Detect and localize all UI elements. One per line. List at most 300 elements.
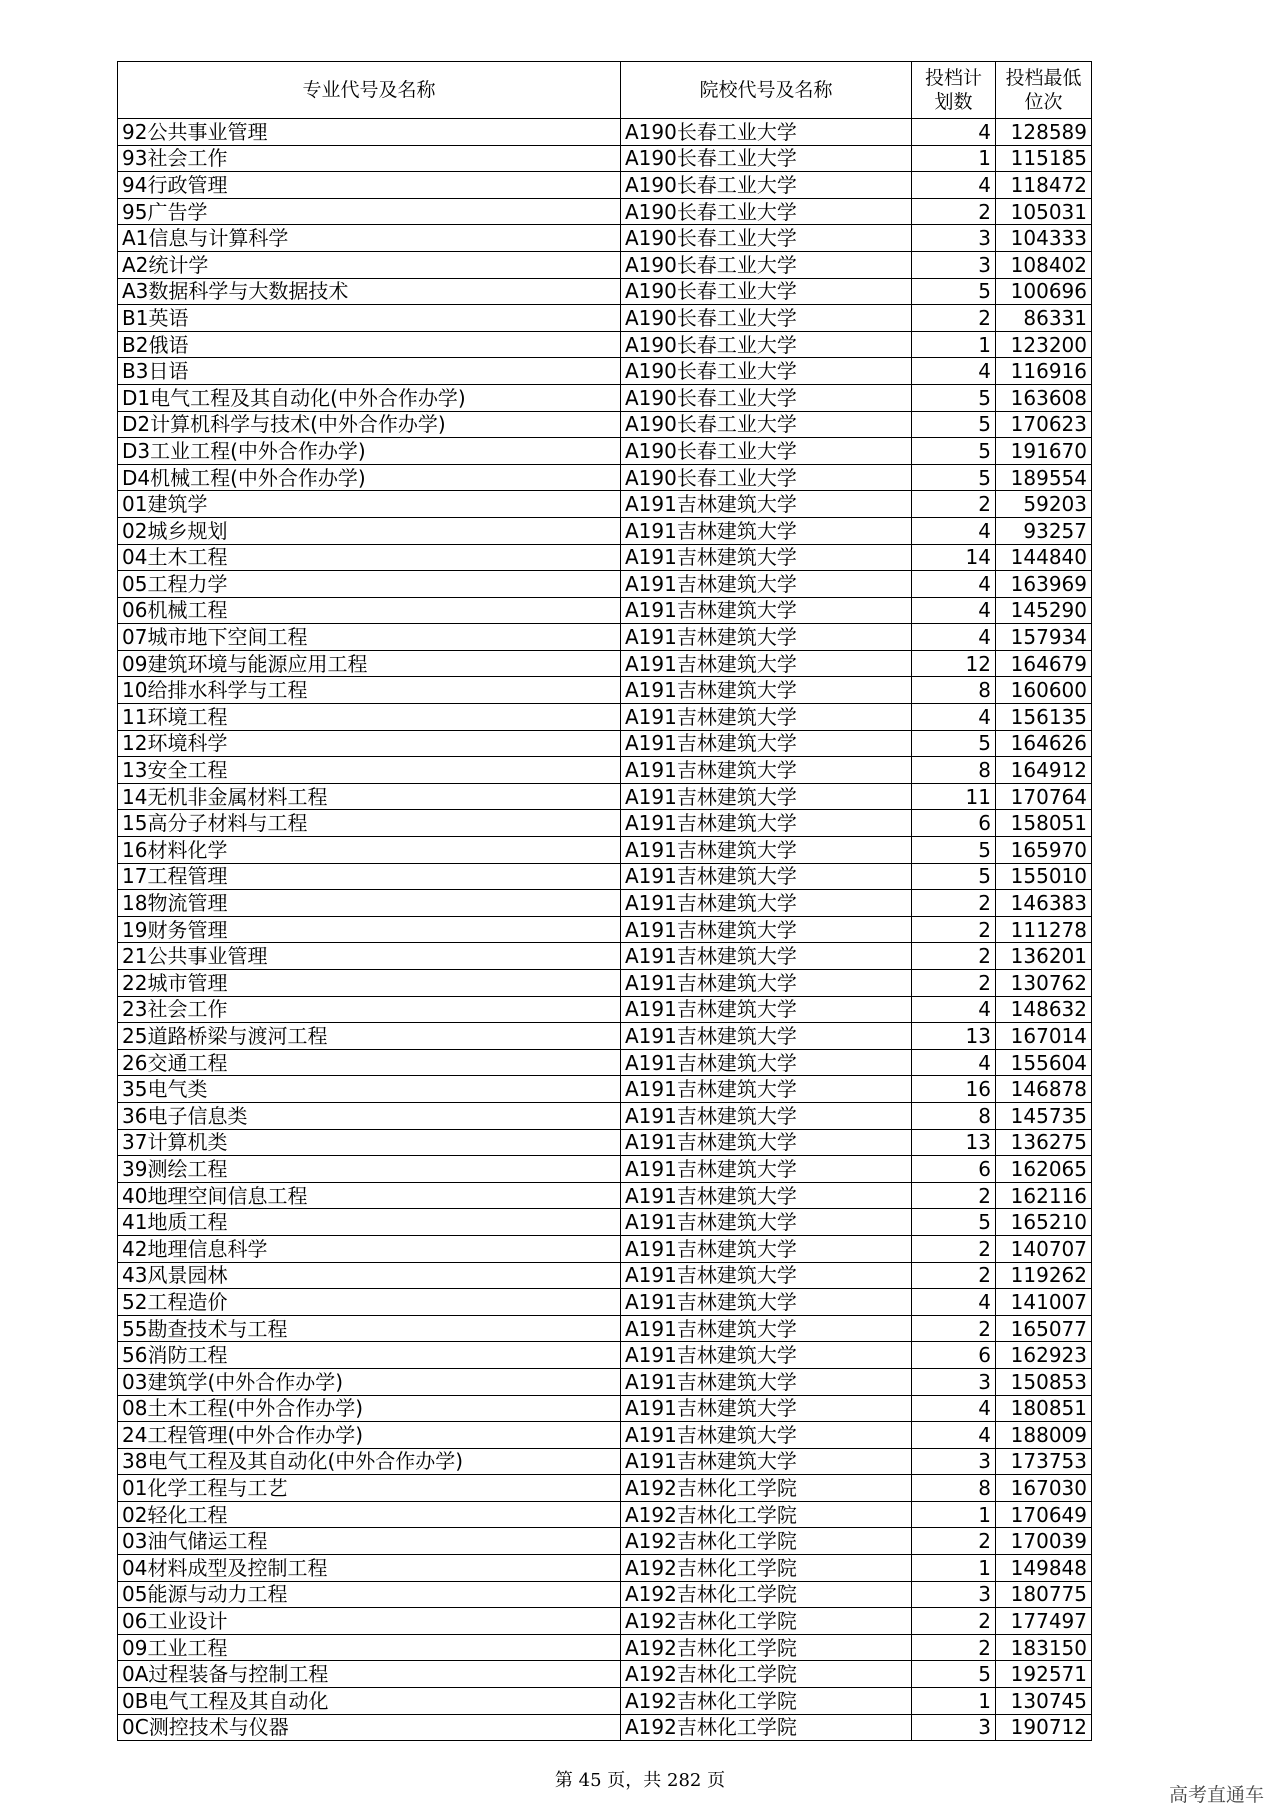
cell-major: 09建筑环境与能源应用工程	[118, 650, 621, 677]
cell-plan: 4	[912, 704, 996, 731]
cell-major: 16材料化学	[118, 837, 621, 864]
cell-school: A191吉林建筑大学	[621, 1049, 912, 1076]
cell-major: 52工程造价	[118, 1289, 621, 1316]
cell-school: A191吉林建筑大学	[621, 677, 912, 704]
cell-plan: 3	[912, 1448, 996, 1475]
table-row	[118, 225, 1092, 252]
cell-school: A191吉林建筑大学	[621, 491, 912, 518]
table-row	[118, 251, 1092, 278]
table-header-row	[118, 62, 1092, 119]
cell-major: B1英语	[118, 305, 621, 332]
table-row	[118, 650, 1092, 677]
header-major: 专业代号及名称	[118, 62, 621, 119]
cell-rank: 191670	[996, 438, 1092, 465]
table-row	[118, 1448, 1092, 1475]
cell-major: 26交通工程	[118, 1049, 621, 1076]
table-row	[118, 1049, 1092, 1076]
cell-school: A192吉林化工学院	[621, 1608, 912, 1635]
cell-school: A191吉林建筑大学	[621, 1422, 912, 1449]
cell-rank: 111278	[996, 916, 1092, 943]
table-row	[118, 1129, 1092, 1156]
cell-school: A191吉林建筑大学	[621, 970, 912, 997]
table-row	[118, 704, 1092, 731]
cell-major: A1信息与计算科学	[118, 225, 621, 252]
cell-rank: 108402	[996, 251, 1092, 278]
cell-plan: 1	[912, 1688, 996, 1715]
cell-school: A190长春工业大学	[621, 384, 912, 411]
cell-rank: 144840	[996, 544, 1092, 571]
cell-rank: 188009	[996, 1422, 1092, 1449]
cell-school: A191吉林建筑大学	[621, 730, 912, 757]
table-row	[118, 119, 1092, 146]
table-row	[118, 491, 1092, 518]
cell-major: B3日语	[118, 358, 621, 385]
cell-rank: 192571	[996, 1661, 1092, 1688]
cell-plan: 1	[912, 331, 996, 358]
cell-rank: 170623	[996, 411, 1092, 438]
cell-rank: 59203	[996, 491, 1092, 518]
cell-school: A191吉林建筑大学	[621, 624, 912, 651]
cell-school: A190长春工业大学	[621, 198, 912, 225]
cell-school: A191吉林建筑大学	[621, 890, 912, 917]
cell-major: 0C测控技术与仪器	[118, 1714, 621, 1741]
cell-rank: 162923	[996, 1342, 1092, 1369]
cell-school: A192吉林化工学院	[621, 1501, 912, 1528]
cell-plan: 1	[912, 145, 996, 172]
cell-plan: 5	[912, 438, 996, 465]
cell-major: 12环境科学	[118, 730, 621, 757]
cell-plan: 5	[912, 411, 996, 438]
cell-plan: 5	[912, 464, 996, 491]
cell-rank: 162116	[996, 1182, 1092, 1209]
cell-major: 19财务管理	[118, 916, 621, 943]
cell-plan: 4	[912, 119, 996, 146]
table-row	[118, 1528, 1092, 1555]
table-row	[118, 1661, 1092, 1688]
cell-major: 10给排水科学与工程	[118, 677, 621, 704]
cell-school: A191吉林建筑大学	[621, 704, 912, 731]
cell-plan: 2	[912, 1634, 996, 1661]
table-row	[118, 970, 1092, 997]
cell-major: 55勘查技术与工程	[118, 1315, 621, 1342]
table-row	[118, 1182, 1092, 1209]
table-row	[118, 464, 1092, 491]
cell-major: 56消防工程	[118, 1342, 621, 1369]
cell-plan: 4	[912, 172, 996, 199]
cell-plan: 2	[912, 1315, 996, 1342]
cell-rank: 116916	[996, 358, 1092, 385]
table-row	[118, 1368, 1092, 1395]
table-row	[118, 1634, 1092, 1661]
cell-major: 02城乡规划	[118, 517, 621, 544]
cell-plan: 2	[912, 943, 996, 970]
cell-rank: 105031	[996, 198, 1092, 225]
cell-plan: 8	[912, 677, 996, 704]
table-row	[118, 145, 1092, 172]
cell-rank: 118472	[996, 172, 1092, 199]
cell-school: A190长春工业大学	[621, 438, 912, 465]
cell-major: D2计算机科学与技术(中外合作办学)	[118, 411, 621, 438]
table-row	[118, 1688, 1092, 1715]
cell-rank: 146383	[996, 890, 1092, 917]
cell-plan: 2	[912, 1182, 996, 1209]
cell-school: A190长春工业大学	[621, 358, 912, 385]
cell-plan: 4	[912, 1049, 996, 1076]
cell-major: 03建筑学(中外合作办学)	[118, 1368, 621, 1395]
cell-school: A190长春工业大学	[621, 145, 912, 172]
cell-major: 24工程管理(中外合作办学)	[118, 1422, 621, 1449]
cell-plan: 2	[912, 198, 996, 225]
cell-school: A192吉林化工学院	[621, 1688, 912, 1715]
cell-plan: 4	[912, 1422, 996, 1449]
cell-major: 11环境工程	[118, 704, 621, 731]
cell-plan: 8	[912, 1102, 996, 1129]
cell-rank: 119262	[996, 1262, 1092, 1289]
table-row	[118, 1076, 1092, 1103]
table-row	[118, 863, 1092, 890]
cell-school: A191吉林建筑大学	[621, 571, 912, 598]
cell-plan: 4	[912, 1289, 996, 1316]
table-row	[118, 1714, 1092, 1741]
table-row	[118, 730, 1092, 757]
table-row	[118, 890, 1092, 917]
header-school: 院校代号及名称	[621, 62, 912, 119]
cell-school: A191吉林建筑大学	[621, 1342, 912, 1369]
table-row	[118, 597, 1092, 624]
cell-major: 17工程管理	[118, 863, 621, 890]
cell-plan: 12	[912, 650, 996, 677]
cell-plan: 5	[912, 1209, 996, 1236]
cell-plan: 4	[912, 1395, 996, 1422]
cell-rank: 104333	[996, 225, 1092, 252]
table-row	[118, 278, 1092, 305]
cell-rank: 170649	[996, 1501, 1092, 1528]
cell-major: 37计算机类	[118, 1129, 621, 1156]
cell-school: A191吉林建筑大学	[621, 1023, 912, 1050]
cell-school: A192吉林化工学院	[621, 1528, 912, 1555]
table-row	[118, 571, 1092, 598]
cell-major: 42地理信息科学	[118, 1235, 621, 1262]
cell-plan: 4	[912, 597, 996, 624]
cell-school: A191吉林建筑大学	[621, 916, 912, 943]
cell-school: A192吉林化工学院	[621, 1661, 912, 1688]
cell-plan: 2	[912, 1608, 996, 1635]
table-row	[118, 384, 1092, 411]
table-row	[118, 1555, 1092, 1582]
cell-school: A190长春工业大学	[621, 251, 912, 278]
table-row	[118, 1581, 1092, 1608]
table-row	[118, 757, 1092, 784]
cell-school: A190长春工业大学	[621, 464, 912, 491]
cell-school: A191吉林建筑大学	[621, 1076, 912, 1103]
cell-school: A192吉林化工学院	[621, 1555, 912, 1582]
cell-rank: 180851	[996, 1395, 1092, 1422]
table-row	[118, 517, 1092, 544]
cell-major: 14无机非金属材料工程	[118, 783, 621, 810]
cell-rank: 145290	[996, 597, 1092, 624]
cell-rank: 141007	[996, 1289, 1092, 1316]
cell-school: A191吉林建筑大学	[621, 757, 912, 784]
cell-rank: 155010	[996, 863, 1092, 890]
cell-major: 04土木工程	[118, 544, 621, 571]
cell-plan: 2	[912, 890, 996, 917]
cell-major: 01建筑学	[118, 491, 621, 518]
cell-school: A191吉林建筑大学	[621, 1129, 912, 1156]
cell-plan: 1	[912, 1555, 996, 1582]
cell-major: 02轻化工程	[118, 1501, 621, 1528]
cell-major: 38电气工程及其自动化(中外合作办学)	[118, 1448, 621, 1475]
cell-rank: 165077	[996, 1315, 1092, 1342]
cell-plan: 2	[912, 305, 996, 332]
cell-major: 13安全工程	[118, 757, 621, 784]
cell-major: D4机械工程(中外合作办学)	[118, 464, 621, 491]
cell-rank: 156135	[996, 704, 1092, 731]
cell-plan: 5	[912, 837, 996, 864]
cell-plan: 4	[912, 624, 996, 651]
table-row	[118, 544, 1092, 571]
table-row	[118, 1501, 1092, 1528]
table-row	[118, 943, 1092, 970]
watermark: 高考直通车	[1168, 1784, 1264, 1806]
cell-rank: 167030	[996, 1475, 1092, 1502]
cell-plan: 5	[912, 730, 996, 757]
table-row	[118, 1475, 1092, 1502]
cell-major: 36电子信息类	[118, 1102, 621, 1129]
cell-plan: 2	[912, 1262, 996, 1289]
header-plan: 投档计划数	[912, 62, 996, 119]
table-row	[118, 1262, 1092, 1289]
cell-plan: 3	[912, 1581, 996, 1608]
cell-major: A3数据科学与大数据技术	[118, 278, 621, 305]
cell-major: 09工业工程	[118, 1634, 621, 1661]
cell-school: A191吉林建筑大学	[621, 1395, 912, 1422]
cell-school: A190长春工业大学	[621, 119, 912, 146]
cell-plan: 1	[912, 1501, 996, 1528]
cell-rank: 86331	[996, 305, 1092, 332]
cell-school: A190长春工业大学	[621, 411, 912, 438]
cell-rank: 189554	[996, 464, 1092, 491]
cell-school: A191吉林建筑大学	[621, 1262, 912, 1289]
cell-rank: 190712	[996, 1714, 1092, 1741]
cell-rank: 136201	[996, 943, 1092, 970]
cell-major: D1电气工程及其自动化(中外合作办学)	[118, 384, 621, 411]
cell-school: A192吉林化工学院	[621, 1714, 912, 1741]
cell-major: 0B电气工程及其自动化	[118, 1688, 621, 1715]
cell-rank: 170764	[996, 783, 1092, 810]
cell-rank: 177497	[996, 1608, 1092, 1635]
cell-rank: 160600	[996, 677, 1092, 704]
cell-plan: 5	[912, 1661, 996, 1688]
table-row	[118, 438, 1092, 465]
cell-school: A191吉林建筑大学	[621, 943, 912, 970]
cell-rank: 130762	[996, 970, 1092, 997]
cell-major: 25道路桥梁与渡河工程	[118, 1023, 621, 1050]
cell-major: 35电气类	[118, 1076, 621, 1103]
cell-plan: 4	[912, 517, 996, 544]
cell-major: 05能源与动力工程	[118, 1581, 621, 1608]
cell-school: A190长春工业大学	[621, 305, 912, 332]
cell-major: D3工业工程(中外合作办学)	[118, 438, 621, 465]
cell-plan: 4	[912, 358, 996, 385]
cell-plan: 3	[912, 1368, 996, 1395]
table-row	[118, 1315, 1092, 1342]
cell-rank: 100696	[996, 278, 1092, 305]
cell-school: A191吉林建筑大学	[621, 1315, 912, 1342]
cell-school: A191吉林建筑大学	[621, 1235, 912, 1262]
cell-school: A190长春工业大学	[621, 225, 912, 252]
cell-rank: 165210	[996, 1209, 1092, 1236]
cell-rank: 136275	[996, 1129, 1092, 1156]
cell-rank: 146878	[996, 1076, 1092, 1103]
cell-school: A191吉林建筑大学	[621, 837, 912, 864]
cell-major: 03油气储运工程	[118, 1528, 621, 1555]
cell-school: A190长春工业大学	[621, 172, 912, 199]
cell-major: 39测绘工程	[118, 1156, 621, 1183]
cell-school: A191吉林建筑大学	[621, 1156, 912, 1183]
cell-rank: 163969	[996, 571, 1092, 598]
table-row	[118, 1342, 1092, 1369]
cell-major: 21公共事业管理	[118, 943, 621, 970]
table-row	[118, 677, 1092, 704]
cell-plan: 14	[912, 544, 996, 571]
cell-major: 01化学工程与工艺	[118, 1475, 621, 1502]
cell-major: 40地理空间信息工程	[118, 1182, 621, 1209]
cell-plan: 2	[912, 1235, 996, 1262]
cell-rank: 165970	[996, 837, 1092, 864]
cell-plan: 6	[912, 1156, 996, 1183]
cell-rank: 167014	[996, 1023, 1092, 1050]
cell-plan: 3	[912, 1714, 996, 1741]
cell-school: A191吉林建筑大学	[621, 650, 912, 677]
cell-plan: 8	[912, 1475, 996, 1502]
page-footer: 第 45 页，共 282 页	[554, 1770, 726, 1791]
cell-plan: 5	[912, 384, 996, 411]
table-row	[118, 1608, 1092, 1635]
table-row	[118, 810, 1092, 837]
cell-rank: 163608	[996, 384, 1092, 411]
cell-plan: 11	[912, 783, 996, 810]
cell-school: A190长春工业大学	[621, 278, 912, 305]
cell-plan: 2	[912, 1528, 996, 1555]
cell-major: 22城市管理	[118, 970, 621, 997]
header-rank: 投档最低位次	[996, 62, 1092, 119]
cell-rank: 148632	[996, 996, 1092, 1023]
table-row	[118, 1235, 1092, 1262]
cell-school: A191吉林建筑大学	[621, 517, 912, 544]
cell-major: 06工业设计	[118, 1608, 621, 1635]
table-row	[118, 1209, 1092, 1236]
cell-major: 43风景园林	[118, 1262, 621, 1289]
cell-plan: 8	[912, 757, 996, 784]
cell-plan: 4	[912, 996, 996, 1023]
table-row	[118, 358, 1092, 385]
cell-school: A192吉林化工学院	[621, 1581, 912, 1608]
cell-rank: 93257	[996, 517, 1092, 544]
table-row	[118, 1102, 1092, 1129]
cell-major: 0A过程装备与控制工程	[118, 1661, 621, 1688]
cell-major: 41地质工程	[118, 1209, 621, 1236]
table-row	[118, 783, 1092, 810]
table-row	[118, 1023, 1092, 1050]
cell-plan: 2	[912, 970, 996, 997]
table-row	[118, 172, 1092, 199]
cell-rank: 115185	[996, 145, 1092, 172]
table-row	[118, 837, 1092, 864]
cell-rank: 162065	[996, 1156, 1092, 1183]
cell-school: A191吉林建筑大学	[621, 1289, 912, 1316]
cell-plan: 4	[912, 571, 996, 598]
cell-major: 06机械工程	[118, 597, 621, 624]
cell-school: A191吉林建筑大学	[621, 996, 912, 1023]
cell-rank: 170039	[996, 1528, 1092, 1555]
cell-plan: 3	[912, 225, 996, 252]
table-row	[118, 331, 1092, 358]
cell-rank: 128589	[996, 119, 1092, 146]
cell-school: A191吉林建筑大学	[621, 810, 912, 837]
cell-plan: 2	[912, 916, 996, 943]
cell-plan: 2	[912, 491, 996, 518]
cell-rank: 180775	[996, 1581, 1092, 1608]
cell-major: 92公共事业管理	[118, 119, 621, 146]
cell-rank: 157934	[996, 624, 1092, 651]
cell-major: 94行政管理	[118, 172, 621, 199]
table-row	[118, 305, 1092, 332]
cell-rank: 123200	[996, 331, 1092, 358]
cell-plan: 16	[912, 1076, 996, 1103]
cell-rank: 164626	[996, 730, 1092, 757]
cell-school: A191吉林建筑大学	[621, 544, 912, 571]
cell-school: A191吉林建筑大学	[621, 1448, 912, 1475]
cell-plan: 5	[912, 278, 996, 305]
table-row	[118, 1395, 1092, 1422]
cell-major: 05工程力学	[118, 571, 621, 598]
table-row	[118, 411, 1092, 438]
table-row	[118, 198, 1092, 225]
cell-rank: 130745	[996, 1688, 1092, 1715]
cell-rank: 158051	[996, 810, 1092, 837]
cell-major: 93社会工作	[118, 145, 621, 172]
cell-school: A191吉林建筑大学	[621, 597, 912, 624]
cell-major: 23社会工作	[118, 996, 621, 1023]
table-row	[118, 916, 1092, 943]
cell-school: A191吉林建筑大学	[621, 1368, 912, 1395]
cell-major: 15高分子材料与工程	[118, 810, 621, 837]
table-row	[118, 996, 1092, 1023]
cell-major: 95广告学	[118, 198, 621, 225]
cell-major: 04材料成型及控制工程	[118, 1555, 621, 1582]
cell-school: A191吉林建筑大学	[621, 1209, 912, 1236]
cell-major: 07城市地下空间工程	[118, 624, 621, 651]
cell-school: A192吉林化工学院	[621, 1475, 912, 1502]
admissions-table	[117, 61, 1092, 1741]
table-row	[118, 1422, 1092, 1449]
cell-plan: 6	[912, 810, 996, 837]
table-row	[118, 1156, 1092, 1183]
cell-major: 18物流管理	[118, 890, 621, 917]
cell-school: A191吉林建筑大学	[621, 1102, 912, 1129]
cell-rank: 150853	[996, 1368, 1092, 1395]
cell-plan: 13	[912, 1023, 996, 1050]
cell-school: A191吉林建筑大学	[621, 783, 912, 810]
table-row	[118, 1289, 1092, 1316]
cell-school: A191吉林建筑大学	[621, 1182, 912, 1209]
cell-rank: 164912	[996, 757, 1092, 784]
cell-plan: 6	[912, 1342, 996, 1369]
table-row	[118, 624, 1092, 651]
cell-rank: 155604	[996, 1049, 1092, 1076]
cell-plan: 13	[912, 1129, 996, 1156]
cell-rank: 140707	[996, 1235, 1092, 1262]
